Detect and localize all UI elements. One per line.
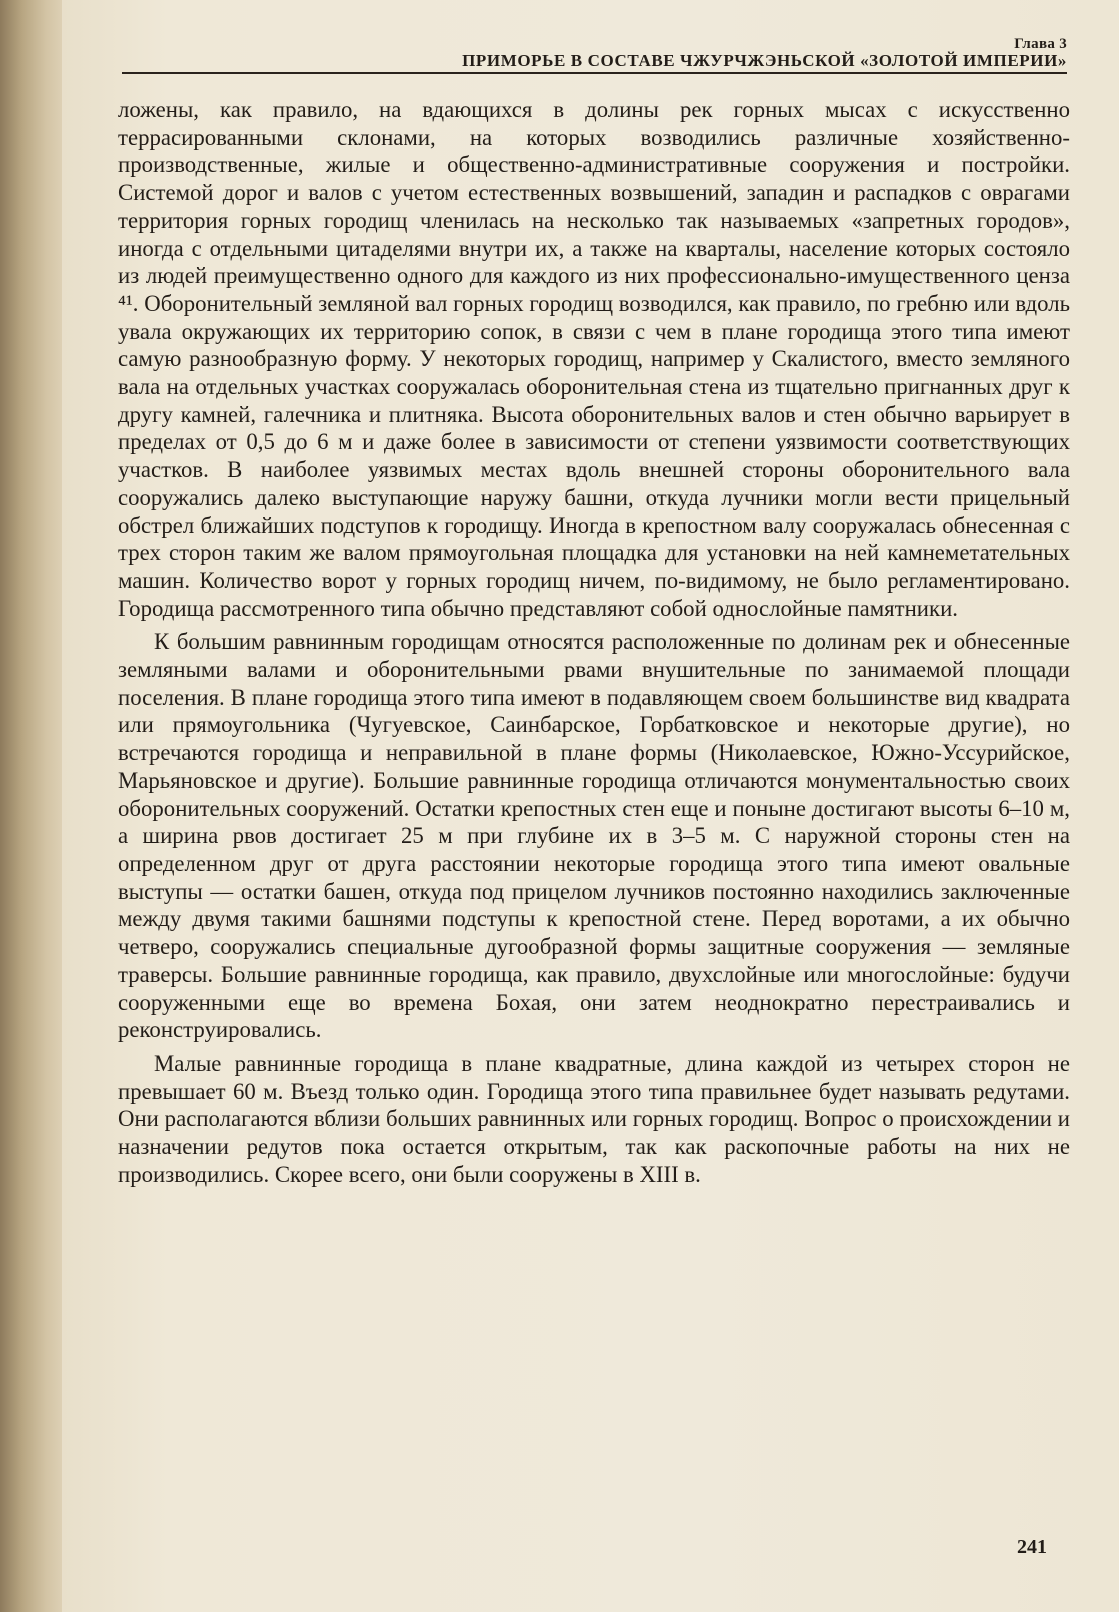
chapter-label: Глава 3 — [1014, 36, 1067, 52]
body-text — [118, 96, 1070, 1194]
paragraph-1: ложены, как правило, на вдающихся в долины рек горных мысах с искусственно террасированными склонами, на которых возводились различные хозяйственно-производственные, жилые и общественно-административные сооружения и постройки. Системой дорог и валов с учетом естественных возвышений, западин и распадков с оврагами территория горных городищ членилась на несколько так называемых «запретных городов», иногда с отдельными цитаделями внутри их, а также на кварталы, население которых состояло из людей преимущественно одного для каждого из них профессионально-имущественного ценза ⁴¹. Оборонительный земляной вал горных городищ возводился, как правило, по гребню или вдоль увала окружающих их территорию сопок, в связи с чем в плане городища этого типа имеют самую разнообразную форму. У некоторых городищ, например у Скалистого, вместо земляного вала на отдельных участках сооружалась оборонительная стена из тщательно пригнанных друг к другу камней, галечника и плитняка. Высота оборонительных валов и стен обычно варьирует в пределах от 0,5 до 6 м и даже более в зависимости от степени уязвимости соответствующих участков. В наиболее уязвимых местах вдоль внешней стороны оборонительного вала сооружались далеко выступающие наружу башни, откуда лучники могли вести прицельный обстрел ближайших подступов к городищу. Иногда в крепостном валу сооружалась обнесенная с трех сторон таким же валом прямоугольная площадка для установки на ней камнеметательных машин. Количество ворот у горных городищ ничем, по-видимому, не было регламентировано. Городища рассмотренного типа обычно представляют собой однослойные памятники. — [118, 97, 1070, 621]
running-title: ПРИМОРЬЕ В СОСТАВЕ ЧЖУРЧЖЭНЬСКОЙ «ЗОЛОТОЙ ИМПЕРИИ» — [462, 51, 1067, 70]
paragraph-2: К большим равнинным городищам относятся расположенные по долинам рек и обнесенные земляными валами и оборонительными рвами внушительные по занимаемой площади поселения. В плане городища этого типа имеют в подавляющем своем большинстве вид квадрата или прямоугольника (Чугуевское, Саинбарское, Горбатковское и некоторые другие), но встречаются городища и неправильной в плане формы (Николаевское, Южно-Уссурийское, Марьяновское и другие). Большие равнинные городища отличаются монументальностью своих оборонительных сооружений. Остатки крепостных стен еще и поныне достигают высоты 6–10 м, а ширина рвов достигает 25 м при глубине их в 3–5 м. С наружной стороны стен на определенном друг от друга расстоянии некоторые городища этого типа имеют овальные выступы — остатки башен, откуда под прицелом лучников постоянно находились заключенные между двумя такими башнями подступы к крепостной стене. Перед воротами, а их обычно четверо, сооружались специальные дугообразной формы защитные сооружения — земляные траверсы. Большие равнинные городища, как правило, двухслойные или многослойные: будучи сооруженными еще во времена Бохая, они затем неоднократно перестраивались и реконструировались. — [118, 629, 1070, 1043]
running-header — [122, 36, 1067, 74]
book-page — [62, 0, 1119, 1612]
book-binding-edge — [0, 0, 62, 1612]
paragraph-3: Малые равнинные городища в плане квадратные, длина каждой из четырех сторон не превышает 60 м. Въезд только один. Городища этого типа правильнее будет называть редутами. Они располагаются вблизи больших равнинных или горных городищ. Вопрос о происхождении и назначении редутов пока остается открытым, так как раскопочные работы на них не производились. Скорее всего, они были сооружены в XIII в. — [118, 1050, 1070, 1187]
page-number: 241 — [1017, 1536, 1047, 1558]
